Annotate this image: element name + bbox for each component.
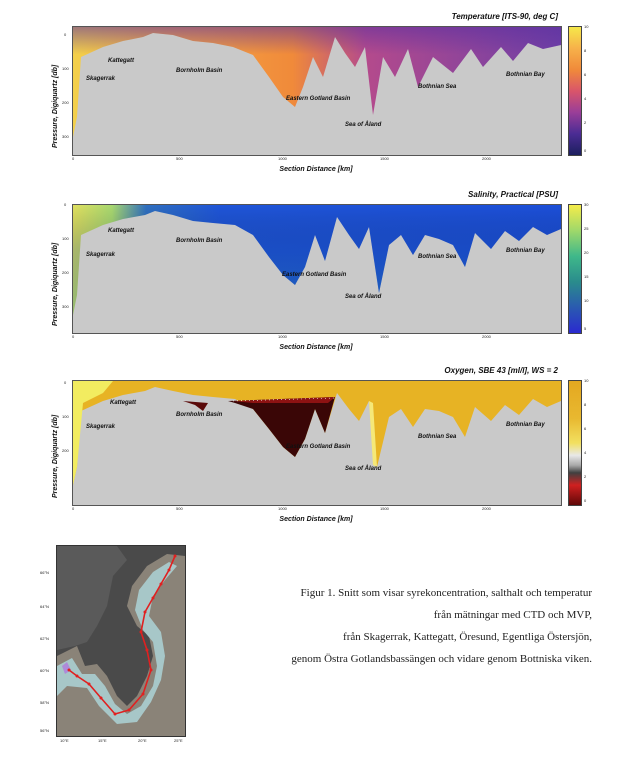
y-tick: 100 <box>62 414 69 419</box>
y-axis-label: Pressure, Digiquartz [db] <box>52 64 59 148</box>
figure-caption <box>212 582 592 670</box>
region-label: Skagerrak <box>86 76 116 82</box>
y-tick: 0 <box>64 380 67 385</box>
x-tick: 1500 <box>380 156 389 161</box>
temperature-section-graphic <box>73 27 561 155</box>
region-label: Bothnian Sea <box>418 254 457 260</box>
colorbar-tick: 4 <box>584 450 587 455</box>
colorbar-tick: 8 <box>584 48 587 53</box>
y-axis-label: Pressure, Digiquartz [db] <box>52 242 59 326</box>
map-lat-tick: 66°N <box>40 570 49 575</box>
colorbar-tick: 2 <box>584 120 587 125</box>
oxygen-section-plot <box>72 380 562 506</box>
region-label: Sea of Åland <box>345 122 382 128</box>
map-lat-tick: 62°N <box>40 636 49 641</box>
region-label: Skagerrak <box>86 424 116 430</box>
colorbar-tick: 2 <box>584 474 587 479</box>
panel-title: Oxygen, SBE 43 [ml/l], WS = 2 <box>444 366 558 375</box>
oxygen-panel <box>0 362 640 530</box>
x-tick: 1000 <box>278 506 287 511</box>
y-tick: 300 <box>62 134 69 139</box>
y-tick: 100 <box>62 236 69 241</box>
map-lat-tick: 58°N <box>40 700 49 705</box>
caption-line: Figur 1. Snitt som visar syrekoncentration, salthalt och temperatur <box>300 587 592 599</box>
y-tick: 200 <box>62 270 69 275</box>
x-axis-label: Section Distance [km] <box>279 344 353 351</box>
baltic-map-graphic <box>57 546 185 736</box>
y-tick: 200 <box>62 448 69 453</box>
colorbar-tick: 15 <box>584 274 589 279</box>
y-tick: 0 <box>64 32 67 37</box>
colorbar-tick: 6 <box>584 72 587 77</box>
region-label: Bornholm Basin <box>176 412 223 418</box>
map-lon-tick: 20°E <box>138 738 147 743</box>
x-tick: 500 <box>176 334 183 339</box>
region-label: Kattegatt <box>108 228 135 234</box>
colorbar-tick: 8 <box>584 402 587 407</box>
y-tick: 100 <box>62 66 69 71</box>
x-tick: 0 <box>72 506 75 511</box>
map-lon-tick: 25°E <box>174 738 183 743</box>
x-tick: 500 <box>176 506 183 511</box>
region-label: Kattegatt <box>108 58 135 64</box>
y-tick: 0 <box>64 202 67 207</box>
region-label: Bothnian Bay <box>506 422 545 428</box>
colorbar-tick: 25 <box>584 226 589 231</box>
colorbar-tick: 10 <box>584 298 589 303</box>
x-tick: 1500 <box>380 334 389 339</box>
region-label: Bothnian Bay <box>506 72 545 78</box>
x-tick: 0 <box>72 334 75 339</box>
x-tick: 1500 <box>380 506 389 511</box>
temperature-panel <box>0 8 640 178</box>
colorbar-tick: 5 <box>584 326 587 331</box>
x-tick: 500 <box>176 156 183 161</box>
colorbar-tick: 30 <box>584 202 589 207</box>
region-label: Bothnian Sea <box>418 434 457 440</box>
y-tick: 200 <box>62 100 69 105</box>
map-lon-tick: 15°E <box>98 738 107 743</box>
colorbar-tick: 0 <box>584 498 587 503</box>
region-label: Eastern Gotland Basin <box>286 96 351 102</box>
x-tick: 2000 <box>482 334 491 339</box>
salinity-colorbar <box>568 204 582 334</box>
colorbar-tick: 6 <box>584 426 587 431</box>
caption-line: från mätningar med CTD och MVP, <box>433 609 592 621</box>
region-label: Eastern Gotland Basin <box>286 444 351 450</box>
panel-title: Salinity, Practical [PSU] <box>468 190 558 199</box>
y-axis-label: Pressure, Digiquartz [db] <box>52 414 59 498</box>
colorbar-tick: 4 <box>584 96 587 101</box>
colorbar-tick: 0 <box>584 148 587 153</box>
salinity-panel <box>0 186 640 356</box>
oxygen-section-graphic <box>73 381 561 505</box>
region-label: Eastern Gotland Basin <box>282 272 347 278</box>
map-lat-tick: 64°N <box>40 604 49 609</box>
temperature-colorbar <box>568 26 582 156</box>
map-lat-tick: 60°N <box>40 668 49 673</box>
salinity-section-plot <box>72 204 562 334</box>
caption-line: genom Östra Gotlandsbassängen och vidare genom Bottniska viken. <box>291 653 592 665</box>
oxygen-colorbar <box>568 380 582 506</box>
x-tick: 2000 <box>482 506 491 511</box>
panel-title: Temperature [ITS-90, deg C] <box>451 12 558 21</box>
x-tick: 0 <box>72 156 75 161</box>
colorbar-tick: 10 <box>584 378 589 383</box>
map-lat-tick: 56°N <box>40 728 49 733</box>
x-axis-label: Section Distance [km] <box>279 516 353 523</box>
region-label: Kattegatt <box>110 400 137 406</box>
colorbar-tick: 20 <box>584 250 589 255</box>
x-tick: 2000 <box>482 156 491 161</box>
map-lon-tick: 10°E <box>60 738 69 743</box>
temperature-section-plot <box>72 26 562 156</box>
region-label: Bothnian Bay <box>506 248 545 254</box>
region-label: Bothnian Sea <box>418 84 457 90</box>
caption-line: från Skagerrak, Kattegatt, Öresund, Egentliga Östersjön, <box>343 631 592 643</box>
region-label: Bornholm Basin <box>176 238 223 244</box>
y-tick: 300 <box>62 304 69 309</box>
salinity-section-graphic <box>73 205 561 333</box>
region-label: Bornholm Basin <box>176 68 223 74</box>
x-axis-label: Section Distance [km] <box>279 166 353 173</box>
region-label: Skagerrak <box>86 252 116 258</box>
region-label: Sea of Åland <box>345 294 382 300</box>
cruise-track-map <box>56 545 186 737</box>
x-tick: 1000 <box>278 334 287 339</box>
colorbar-tick: 10 <box>584 24 589 29</box>
x-tick: 1000 <box>278 156 287 161</box>
region-label: Sea of Åland <box>345 466 382 472</box>
